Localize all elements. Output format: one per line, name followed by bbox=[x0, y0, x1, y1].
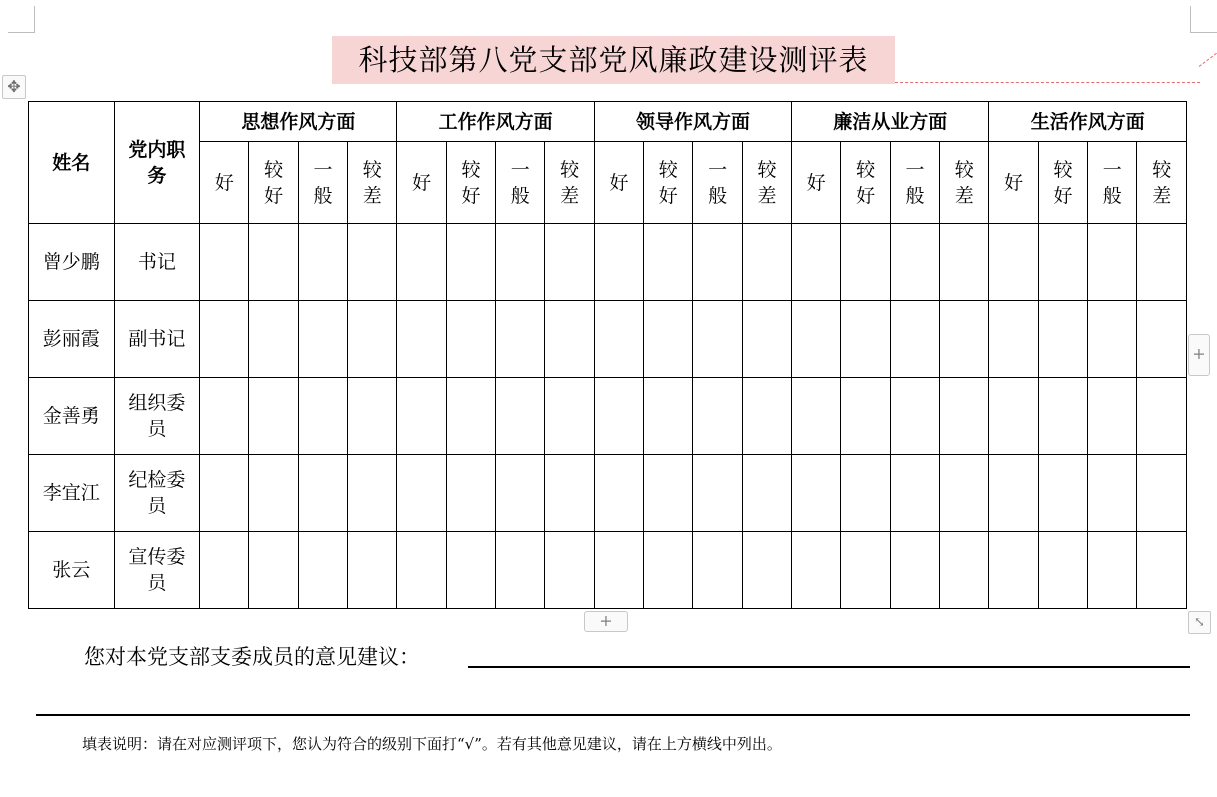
rating-header: 一般 bbox=[496, 142, 545, 224]
rating-cell[interactable] bbox=[940, 301, 989, 378]
rating-cell[interactable] bbox=[1038, 224, 1087, 301]
rating-cell[interactable] bbox=[397, 455, 446, 532]
rating-cell[interactable] bbox=[940, 224, 989, 301]
rating-cell[interactable] bbox=[693, 532, 742, 609]
rating-cell[interactable] bbox=[940, 455, 989, 532]
rating-cell[interactable] bbox=[1038, 455, 1087, 532]
evaluation-table bbox=[28, 101, 1187, 609]
rating-cell[interactable] bbox=[446, 455, 495, 532]
rating-cell[interactable] bbox=[298, 378, 347, 455]
rating-header: 一般 bbox=[693, 142, 742, 224]
rating-cell[interactable] bbox=[594, 224, 643, 301]
rating-cell[interactable] bbox=[545, 224, 594, 301]
rating-cell[interactable] bbox=[841, 455, 890, 532]
rating-cell[interactable] bbox=[200, 532, 249, 609]
rating-cell[interactable] bbox=[1088, 224, 1137, 301]
rating-cell[interactable] bbox=[940, 532, 989, 609]
suggestion-input-line[interactable] bbox=[468, 666, 1190, 668]
rating-cell[interactable] bbox=[200, 455, 249, 532]
rating-cell[interactable] bbox=[693, 224, 742, 301]
title-highlight bbox=[332, 36, 895, 84]
rating-cell[interactable] bbox=[594, 301, 643, 378]
rating-cell[interactable] bbox=[890, 455, 939, 532]
rating-cell[interactable] bbox=[446, 378, 495, 455]
rating-cell[interactable] bbox=[298, 301, 347, 378]
rating-cell[interactable] bbox=[989, 224, 1038, 301]
rating-cell[interactable] bbox=[1038, 532, 1087, 609]
rating-cell[interactable] bbox=[1137, 455, 1187, 532]
rating-cell[interactable] bbox=[693, 301, 742, 378]
page-title: 科技部第八党支部党风廉政建设测评表 bbox=[358, 43, 869, 77]
rating-cell[interactable] bbox=[644, 532, 693, 609]
rating-cell[interactable] bbox=[200, 378, 249, 455]
rating-cell[interactable] bbox=[200, 224, 249, 301]
rating-cell[interactable] bbox=[298, 532, 347, 609]
table-row bbox=[29, 455, 1187, 532]
crop-mark-top-left bbox=[8, 6, 35, 33]
revision-mark-connector bbox=[1199, 53, 1217, 67]
rating-header: 好 bbox=[594, 142, 643, 224]
rating-cell[interactable] bbox=[545, 455, 594, 532]
rating-cell[interactable] bbox=[644, 224, 693, 301]
rating-cell[interactable] bbox=[496, 224, 545, 301]
member-role: 副书记 bbox=[114, 301, 200, 378]
rating-cell[interactable] bbox=[348, 455, 397, 532]
rating-header: 较差 bbox=[742, 142, 791, 224]
divider-line bbox=[36, 714, 1190, 716]
rating-cell[interactable] bbox=[348, 532, 397, 609]
rating-header: 较好 bbox=[1038, 142, 1087, 224]
role-header: 党内职务 bbox=[114, 102, 200, 224]
table-row bbox=[29, 224, 1187, 301]
rating-cell[interactable] bbox=[644, 455, 693, 532]
rating-cell[interactable] bbox=[1038, 301, 1087, 378]
rating-cell[interactable] bbox=[841, 224, 890, 301]
rating-cell[interactable] bbox=[496, 301, 545, 378]
rating-cell[interactable] bbox=[742, 378, 791, 455]
rating-cell[interactable] bbox=[348, 378, 397, 455]
revision-mark-line bbox=[895, 82, 1200, 83]
category-header: 廉洁从业方面 bbox=[792, 102, 989, 142]
rating-cell[interactable] bbox=[742, 532, 791, 609]
member-name: 彭丽霞 bbox=[29, 301, 115, 378]
rating-header: 较差 bbox=[940, 142, 989, 224]
member-role: 纪检委员 bbox=[114, 455, 200, 532]
rating-cell[interactable] bbox=[298, 455, 347, 532]
rating-cell[interactable] bbox=[1038, 378, 1087, 455]
rating-cell[interactable] bbox=[545, 301, 594, 378]
name-header: 姓名 bbox=[29, 102, 115, 224]
rating-cell[interactable] bbox=[989, 378, 1038, 455]
rating-cell[interactable] bbox=[545, 378, 594, 455]
rating-cell[interactable] bbox=[989, 532, 1038, 609]
rating-cell[interactable] bbox=[1137, 532, 1187, 609]
rating-cell[interactable] bbox=[890, 378, 939, 455]
rating-cell[interactable] bbox=[249, 378, 298, 455]
rating-cell[interactable] bbox=[890, 532, 939, 609]
rating-cell[interactable] bbox=[841, 532, 890, 609]
table-row bbox=[29, 378, 1187, 455]
rating-header: 较差 bbox=[348, 142, 397, 224]
rating-cell[interactable] bbox=[989, 301, 1038, 378]
rating-header: 较差 bbox=[1137, 142, 1187, 224]
rating-cell[interactable] bbox=[1137, 224, 1187, 301]
rating-cell[interactable] bbox=[989, 455, 1038, 532]
rating-cell[interactable] bbox=[1137, 301, 1187, 378]
rating-cell[interactable] bbox=[792, 455, 841, 532]
rating-cell[interactable] bbox=[397, 378, 446, 455]
rating-cell[interactable] bbox=[1137, 378, 1187, 455]
rating-cell[interactable] bbox=[594, 455, 643, 532]
rating-header: 较好 bbox=[644, 142, 693, 224]
rating-cell[interactable] bbox=[496, 532, 545, 609]
rating-header: 好 bbox=[397, 142, 446, 224]
rating-cell[interactable] bbox=[841, 378, 890, 455]
rating-cell[interactable] bbox=[496, 455, 545, 532]
rating-header: 好 bbox=[200, 142, 249, 224]
rating-cell[interactable] bbox=[594, 532, 643, 609]
rating-cell[interactable] bbox=[1088, 532, 1137, 609]
add-column-icon[interactable]: + bbox=[1188, 334, 1210, 376]
rating-cell[interactable] bbox=[693, 455, 742, 532]
rating-cell[interactable] bbox=[446, 301, 495, 378]
rating-cell[interactable] bbox=[545, 532, 594, 609]
rating-header: 较好 bbox=[841, 142, 890, 224]
crop-mark-top-right bbox=[1190, 6, 1217, 33]
category-header: 工作作风方面 bbox=[397, 102, 594, 142]
member-name: 曾少鹏 bbox=[29, 224, 115, 301]
rating-cell[interactable] bbox=[1088, 378, 1137, 455]
rating-cell[interactable] bbox=[200, 301, 249, 378]
rating-cell[interactable] bbox=[446, 224, 495, 301]
rating-cell[interactable] bbox=[496, 378, 545, 455]
rating-cell[interactable] bbox=[1088, 301, 1137, 378]
member-role: 书记 bbox=[114, 224, 200, 301]
rating-cell[interactable] bbox=[594, 378, 643, 455]
rating-cell[interactable] bbox=[644, 301, 693, 378]
rating-cell[interactable] bbox=[940, 378, 989, 455]
rating-cell[interactable] bbox=[249, 455, 298, 532]
rating-header: 较好 bbox=[446, 142, 495, 224]
member-role: 组织委员 bbox=[114, 378, 200, 455]
category-header: 生活作风方面 bbox=[989, 102, 1187, 142]
rating-cell[interactable] bbox=[249, 224, 298, 301]
rating-cell[interactable] bbox=[742, 301, 791, 378]
table-row bbox=[29, 301, 1187, 378]
instruction-note: 填表说明：请在对应测评项下，您认为符合的级别下面打“√”。若有其他意见建议，请在上方横线中列出。 bbox=[82, 735, 782, 753]
rating-cell[interactable] bbox=[742, 455, 791, 532]
table-move-handle-icon[interactable]: ✥ bbox=[2, 75, 26, 99]
rating-cell[interactable] bbox=[397, 301, 446, 378]
rating-cell[interactable] bbox=[890, 301, 939, 378]
rating-cell[interactable] bbox=[397, 532, 446, 609]
rating-cell[interactable] bbox=[1088, 455, 1137, 532]
rating-cell[interactable] bbox=[298, 224, 347, 301]
rating-cell[interactable] bbox=[446, 532, 495, 609]
rating-cell[interactable] bbox=[348, 224, 397, 301]
category-header: 思想作风方面 bbox=[200, 102, 397, 142]
rating-header: 好 bbox=[792, 142, 841, 224]
suggestion-label: 您对本党支部支委成员的意见建议： bbox=[84, 645, 420, 669]
rating-cell[interactable] bbox=[249, 301, 298, 378]
rating-cell[interactable] bbox=[693, 378, 742, 455]
rating-cell[interactable] bbox=[792, 301, 841, 378]
member-name: 张云 bbox=[29, 532, 115, 609]
rating-header: 一般 bbox=[890, 142, 939, 224]
rating-header: 一般 bbox=[1088, 142, 1137, 224]
rating-cell[interactable] bbox=[792, 532, 841, 609]
resize-icon[interactable]: ⤡ bbox=[1188, 611, 1211, 634]
category-header: 领导作风方面 bbox=[594, 102, 791, 142]
rating-header: 较好 bbox=[249, 142, 298, 224]
rating-cell[interactable] bbox=[841, 301, 890, 378]
rating-cell[interactable] bbox=[644, 378, 693, 455]
member-role: 宣传委员 bbox=[114, 532, 200, 609]
member-name: 李宜江 bbox=[29, 455, 115, 532]
rating-cell[interactable] bbox=[890, 224, 939, 301]
rating-cell[interactable] bbox=[249, 532, 298, 609]
member-name: 金善勇 bbox=[29, 378, 115, 455]
add-row-icon[interactable]: + bbox=[584, 611, 628, 632]
rating-cell[interactable] bbox=[348, 301, 397, 378]
rating-cell[interactable] bbox=[742, 224, 791, 301]
table-row bbox=[29, 532, 1187, 609]
rating-header: 好 bbox=[989, 142, 1038, 224]
rating-cell[interactable] bbox=[792, 378, 841, 455]
rating-header: 一般 bbox=[298, 142, 347, 224]
rating-cell[interactable] bbox=[792, 224, 841, 301]
rating-cell[interactable] bbox=[397, 224, 446, 301]
rating-header: 较差 bbox=[545, 142, 594, 224]
